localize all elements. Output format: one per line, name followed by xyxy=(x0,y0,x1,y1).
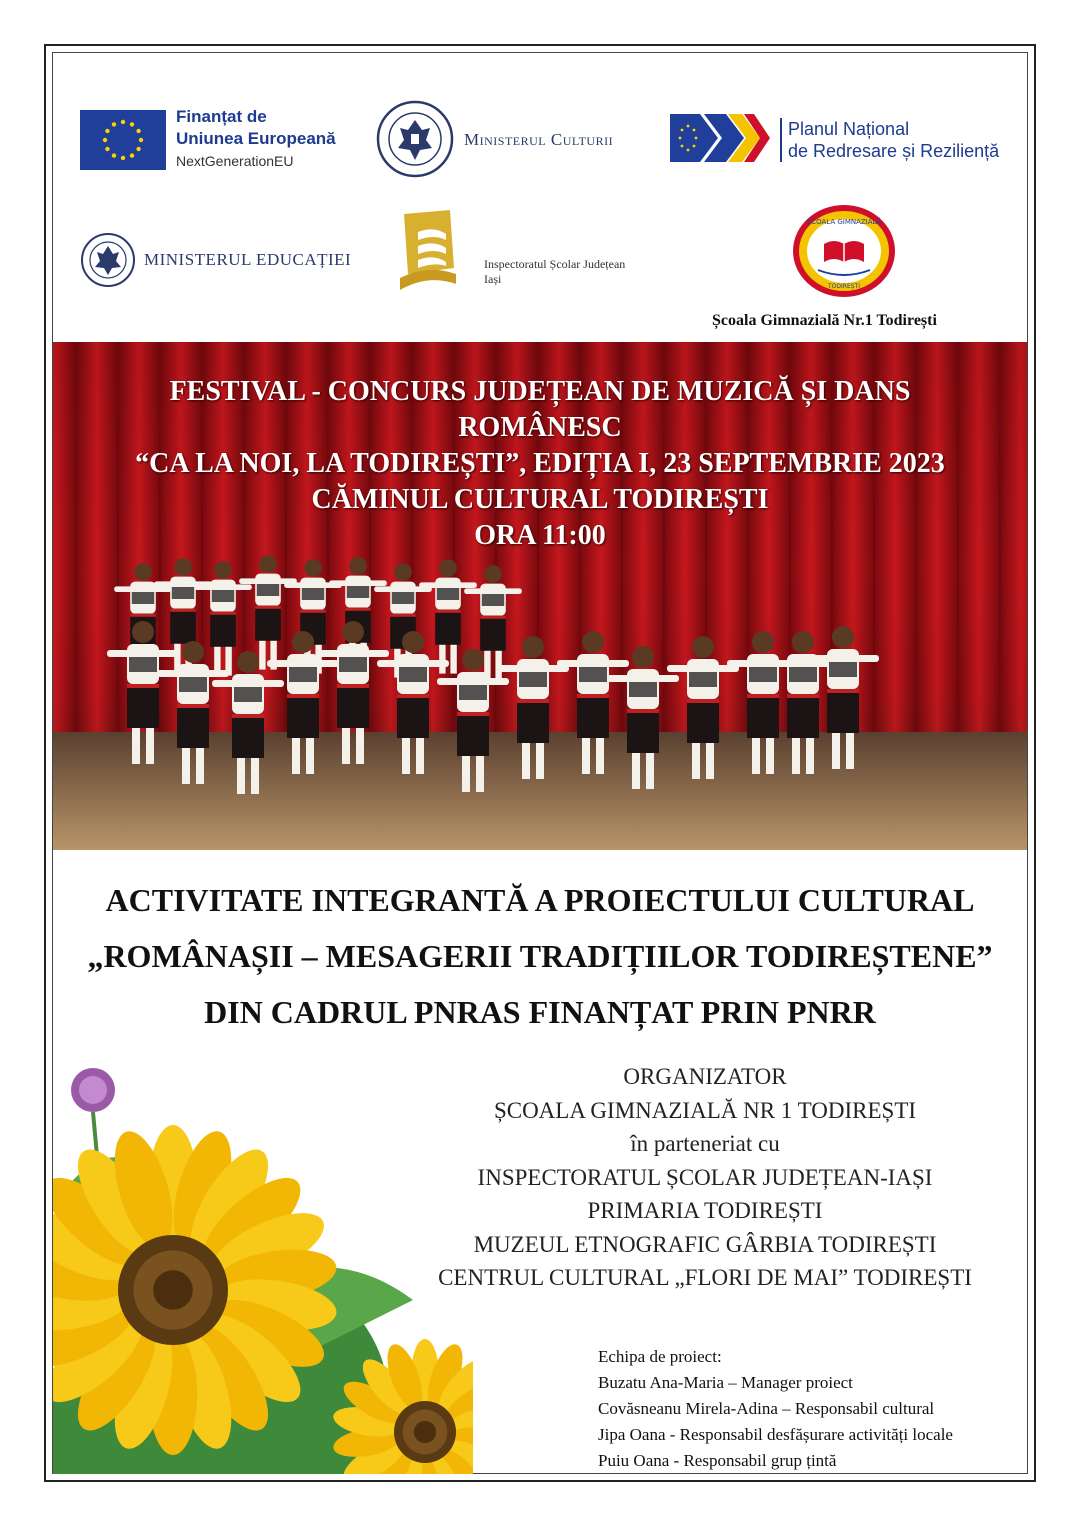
eu-star-icon xyxy=(121,120,125,124)
festival-banner xyxy=(53,374,1027,554)
organizer-line: ORGANIZATOR xyxy=(623,1064,787,1089)
government-seal-icon xyxy=(376,100,454,178)
eu-star-icon xyxy=(121,156,125,160)
government-seal-icon xyxy=(80,232,136,288)
school-badge-text: ȘCOALA GIMNAZIALĂ xyxy=(806,218,882,226)
isj-line1: Inspectoratul Școlar Județean xyxy=(484,257,626,271)
eu-line2: Uniunea Europeană xyxy=(176,129,336,148)
organizer-line: MUZEUL ETNOGRAFIC GÂRBIA TODIREȘTI xyxy=(473,1231,937,1257)
isj-label xyxy=(484,257,625,287)
eu-star-icon xyxy=(112,153,116,157)
headline-line1: ACTIVITATE INTEGRANTĂ A PROIECTULUI CULTURAL xyxy=(105,882,975,918)
team-line: Buzatu Ana-Maria – Manager proiect xyxy=(598,1373,853,1392)
eu-flag-icon xyxy=(80,110,166,170)
eu-line3: NextGenerationEU xyxy=(176,153,294,169)
school-name: Școala Gimnazială Nr.1 Todirești xyxy=(712,312,937,329)
ministry-culture-label: Ministerul Culturii xyxy=(464,130,614,149)
school-badge-icon xyxy=(792,204,896,298)
project-team xyxy=(598,1344,953,1474)
banner-line2: ROMÂNESC xyxy=(458,412,622,443)
eu-star-icon xyxy=(139,138,143,142)
pnrr-line1: Planul Național xyxy=(788,119,910,139)
banner-line3: “CA LA NOI, LA TODIREȘTI”, EDIȚIA I, 23 SEPTEMBRIE 2023 xyxy=(135,448,945,479)
isj-line2: Iași xyxy=(484,272,502,286)
eu-star-icon xyxy=(136,147,140,151)
organizer-line: INSPECTORATUL ȘCOLAR JUDEȚEAN-IAȘI xyxy=(477,1164,933,1190)
organizer-line: în parteneriat cu xyxy=(630,1131,780,1156)
pnrr-line2: de Redresare și Reziliență xyxy=(788,141,1000,161)
team-line: Jipa Oana - Responsabil desfășurare activități locale xyxy=(598,1425,953,1444)
school-badge-bottom: TODIREȘTI xyxy=(828,283,860,290)
organizer-line: CENTRUL CULTURAL „FLORI DE MAI” TODIREȘTI xyxy=(438,1265,972,1290)
banner-line4: CĂMINUL CULTURAL TODIREȘTI xyxy=(311,484,769,515)
team-line: Covăsneanu Mirela-Adina – Responsabil cultural xyxy=(598,1399,935,1418)
ministry-education-label: MINISTERUL EDUCAȚIEI xyxy=(144,250,352,269)
organizers-list xyxy=(390,1060,1020,1295)
organizer-line: PRIMARIA TODIREȘTI xyxy=(587,1198,823,1223)
headline-line3: DIN CADRUL PNRAS FINANȚAT PRIN PNRR xyxy=(204,994,876,1030)
eu-star-icon xyxy=(112,122,116,126)
team-line: Echipa de proiect: xyxy=(598,1347,722,1366)
banner-line5: ORA 11:00 xyxy=(474,520,606,551)
project-headline xyxy=(53,872,1027,1040)
eu-line1: Finanțat de xyxy=(176,107,267,126)
pnrr-arrow-icon xyxy=(670,108,770,168)
eu-star-icon xyxy=(136,129,140,133)
pnrr-label xyxy=(780,118,999,162)
eu-star-icon xyxy=(130,122,134,126)
eu-funding-label xyxy=(176,106,336,172)
eu-star-icon xyxy=(103,138,107,142)
eu-star-icon xyxy=(105,129,109,133)
stage-photo xyxy=(53,342,1027,850)
isj-book-icon xyxy=(398,208,460,298)
team-line: Puiu Oana - Responsabil grup țintă xyxy=(598,1451,837,1470)
headline-line2: „ROMÂNAȘII – MESAGERII TRADIȚIILOR TODIREȘTENE” xyxy=(87,938,993,974)
eu-star-icon xyxy=(105,147,109,151)
banner-line1: FESTIVAL - CONCURS JUDEȚEAN DE MUZICĂ ȘI DANS xyxy=(169,376,911,407)
organizer-line: ȘCOALA GIMNAZIALĂ NR 1 TODIREȘTI xyxy=(493,1097,917,1123)
eu-star-icon xyxy=(130,153,134,157)
